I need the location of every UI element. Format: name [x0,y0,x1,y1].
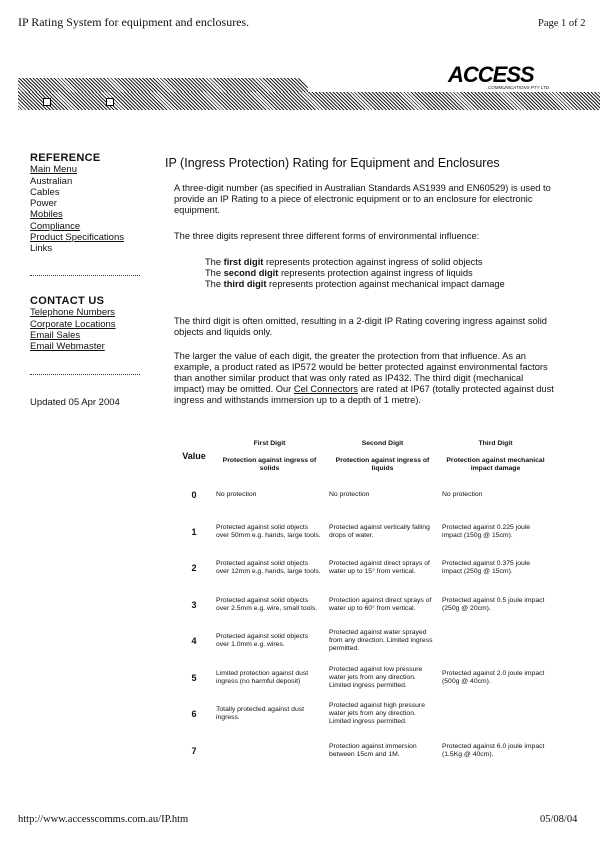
sidebar-reference [30,153,124,255]
table-row [175,660,552,697]
row-cell [213,733,326,770]
table-row [175,733,552,770]
example-paragraph: The larger the value of each digit, the greater the protection from that influence. As an example, a product rated as IP572 would be better protected against environmental factors than another similar product that was only rated as IP432. The third digit (mechanical impact) may be omitted. Our Cel Connectors are rated at IP67 (totally protected against dust ingress and withstands immersion up to a depth of 1 metre). [174,351,554,405]
row-cell: Protection against direct sprays of water up to 60° from vertical. [329,596,432,612]
row-value: 2 [191,563,197,574]
digits-intro: The three digits represent three different forms of environmental influence: [174,231,480,241]
nav-square-icon[interactable] [43,98,51,106]
sidebar-link-power[interactable]: Power [30,198,57,210]
cel-connectors-link[interactable]: Cel Connectors [293,384,358,394]
row-cell: No protection [216,491,257,499]
row-cell: No protection [442,491,483,499]
row-cell: Protected against 2.0 joule impact (500g @ 40cm). [442,669,545,685]
row-cell: Protected against 0.5 joule impact (250g @ 20cm). [442,596,545,612]
table-row [175,623,552,660]
row-value: 5 [191,672,197,683]
row-value: 3 [191,599,197,610]
row-cell [439,696,552,733]
row-value: 1 [191,526,197,537]
sidebar-link-links[interactable]: Links [30,243,53,255]
col-header: First Digit [253,440,286,447]
value-header: Value [182,451,206,461]
row-cell: Protected against 6.0 joule impact (1.5Kg @ 40cm). [442,742,545,758]
row-value: 0 [191,490,197,501]
col-subheader: Protection against ingress of liquids [335,457,430,472]
sidebar-link-product-specifications[interactable]: Product Specifications [30,232,124,244]
row-cell: Protected against solid objects over 50mm e.g. hands, large tools. [216,523,321,539]
row-cell: Protection against immersion between 15cm and 1M. [329,742,417,758]
access-logo: ACCESS [448,62,534,87]
row-cell [439,623,552,660]
intro-paragraph: A three-digit number (as specified in Australian Standards AS1939 and EN60529) is used to provide an IP Rating to a piece of electronic equipment or to an enclosure for electronic equipment. [174,183,551,215]
sidebar-contact [30,296,116,352]
row-value: 7 [191,745,197,756]
reference-heading: REFERENCE [30,152,101,164]
page-number: Page 1 of 2 [538,18,586,29]
sidebar-link-australian[interactable]: Australian [30,175,73,187]
table-row [175,587,552,624]
table-row [175,477,552,514]
col-header: Third Digit [478,440,513,447]
digit-item: The first digit represents protection against ingress of solid objects [205,257,483,267]
banner-band [18,78,308,92]
contact-heading: CONTACT US [30,295,105,307]
page-title: IP (Ingress Protection) Rating for Equipment and Enclosures [165,156,500,170]
row-value: 6 [191,709,197,720]
ip-rating-table [175,435,552,769]
row-cell: Protected against solid objects over 12mm e.g. hands, large tools. [216,560,321,576]
digit-list [205,257,525,290]
access-logo-subtitle: COMMUNICATIONS PTY LTD [488,85,550,90]
updated-date: Updated 05 Apr 2004 [30,397,120,408]
sidebar-link-cables[interactable]: Cables [30,186,60,198]
row-cell: Protected against high pressure water jets from any direction. Limited ingress permitted. [329,702,425,726]
print-footer-url: http://www.accesscomms.com.au/IP.htm [18,814,189,825]
col-header: Second Digit [361,440,404,447]
digit-item: The second digit represents protection against ingress of liquids [205,268,473,278]
row-cell: Protected against vertically falling drops of water. [329,523,430,539]
sidebar-link-email-sales[interactable]: Email Sales [30,329,81,341]
table-row [175,550,552,587]
divider [30,374,140,375]
table-row [175,696,552,733]
row-value: 4 [191,636,197,647]
col-subheader: Protection against ingress of solids [222,457,317,472]
row-cell: Protected against solid objects over 2.5mm e.g. wire, small tools. [216,596,318,612]
sidebar-link-email-webmaster[interactable]: Email Webmaster [30,341,105,353]
sidebar-link-main-menu[interactable]: Main Menu [30,164,77,176]
row-cell: Protected against solid objects over 1.0mm e.g. wires. [216,633,309,649]
sidebar-link-locations[interactable]: Corporate Locations [30,318,116,330]
row-cell: Protected against water sprayed from any direction. Limited ingress permitted. [329,629,433,653]
sidebar-link-compliance[interactable]: Compliance [30,220,81,232]
digit-item: The third digit represents protection against mechanical impact damage [205,279,505,289]
print-footer-date: 05/08/04 [540,814,578,825]
row-cell: Protected against 0.225 joule impact (150g @ 15cm). [442,523,531,539]
divider [30,275,140,276]
row-cell: Totally protected against dust ingress. [216,706,305,722]
table-row [175,514,552,551]
print-header-title: IP Rating System for equipment and enclosures. [18,15,250,29]
row-cell: Limited protection against dust ingress (no harmful deposit) [216,669,309,685]
col-subheader: Protection against mechanical impact damage [446,457,545,472]
sidebar-link-mobiles[interactable]: Mobiles [30,209,63,221]
nav-square-icon[interactable] [106,98,114,106]
row-cell: Protected against low pressure water jets from any direction. Limited ingress permitted. [329,665,423,689]
site-banner [18,62,600,112]
row-cell: Protected against 0.375 joule impact (250g @ 15cm). [442,560,531,576]
sidebar-link-telephone[interactable]: Telephone Numbers [30,307,116,319]
row-cell: Protected against direct sprays of water up to 15° from vertical. [329,560,430,576]
third-digit-paragraph: The third digit is often omitted, resulting in a 2-digit IP Rating covering ingress against solid objects and liquids only. [174,316,547,337]
row-cell: No protection [329,491,370,499]
